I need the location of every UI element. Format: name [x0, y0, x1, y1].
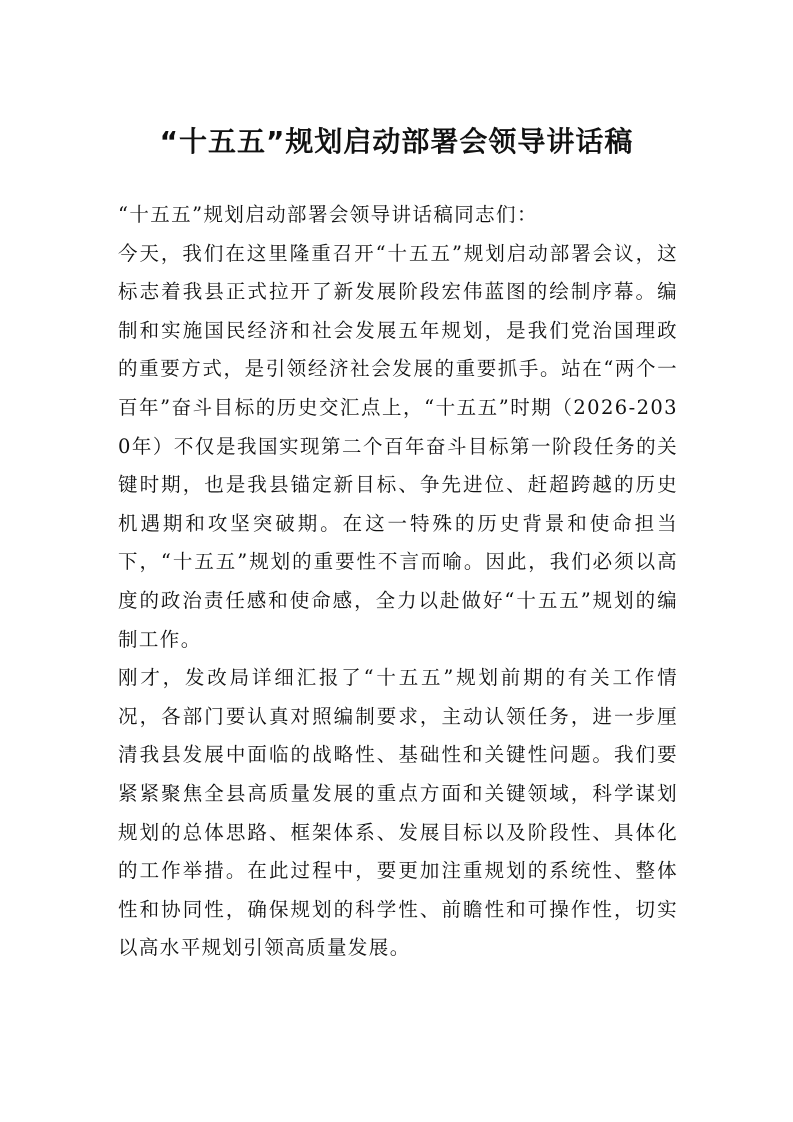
document-title: “十五五”规划启动部署会领导讲话稿: [159, 125, 634, 158]
document-body: [118, 196, 678, 968]
paragraph-opening: 今天，我们在这里隆重召开“十五五”规划启动部署会议，这标志着我县正式拉开了新发展阶段宏伟蓝图的绘制序幕。编制和实施国民经济和社会发展五年规划，是我们党治国理政的重要方式，是引领经济社会发展的重要抓手。站在“两个一百年”奋斗目标的历史交汇点上，“十五五”时期（2026-2030年）不仅是我国实现第二个百年奋斗目标第一阶段任务的关键时期，也是我县锚定新目标、争先进位、赶超跨越的历史机遇期和攻坚突破期。在这一特殊的历史背景和使命担当下，“十五五”规划的重要性不言而喻。因此，我们必须以高度的政治责任感和使命感，全力以赴做好“十五五”规划的编制工作。: [118, 241, 678, 651]
paragraph-requirements: 刚才，发改局详细汇报了“十五五”规划前期的有关工作情况，各部门要认真对照编制要求，主动认领任务，进一步厘清我县发展中面临的战略性、基础性和关键性问题。我们要紧紧聚焦全县高质量发展的重点方面和关键领域，科学谋划规划的总体思路、框架体系、发展目标以及阶段性、具体化的工作举措。在此过程中，要更加注重规划的系统性、整体性和协同性，确保规划的科学性、前瞻性和可操作性，切实以高水平规划引领高质量发展。: [118, 666, 678, 960]
paragraph-salutation: “十五五”规划启动部署会领导讲话稿同志们：: [118, 203, 538, 226]
